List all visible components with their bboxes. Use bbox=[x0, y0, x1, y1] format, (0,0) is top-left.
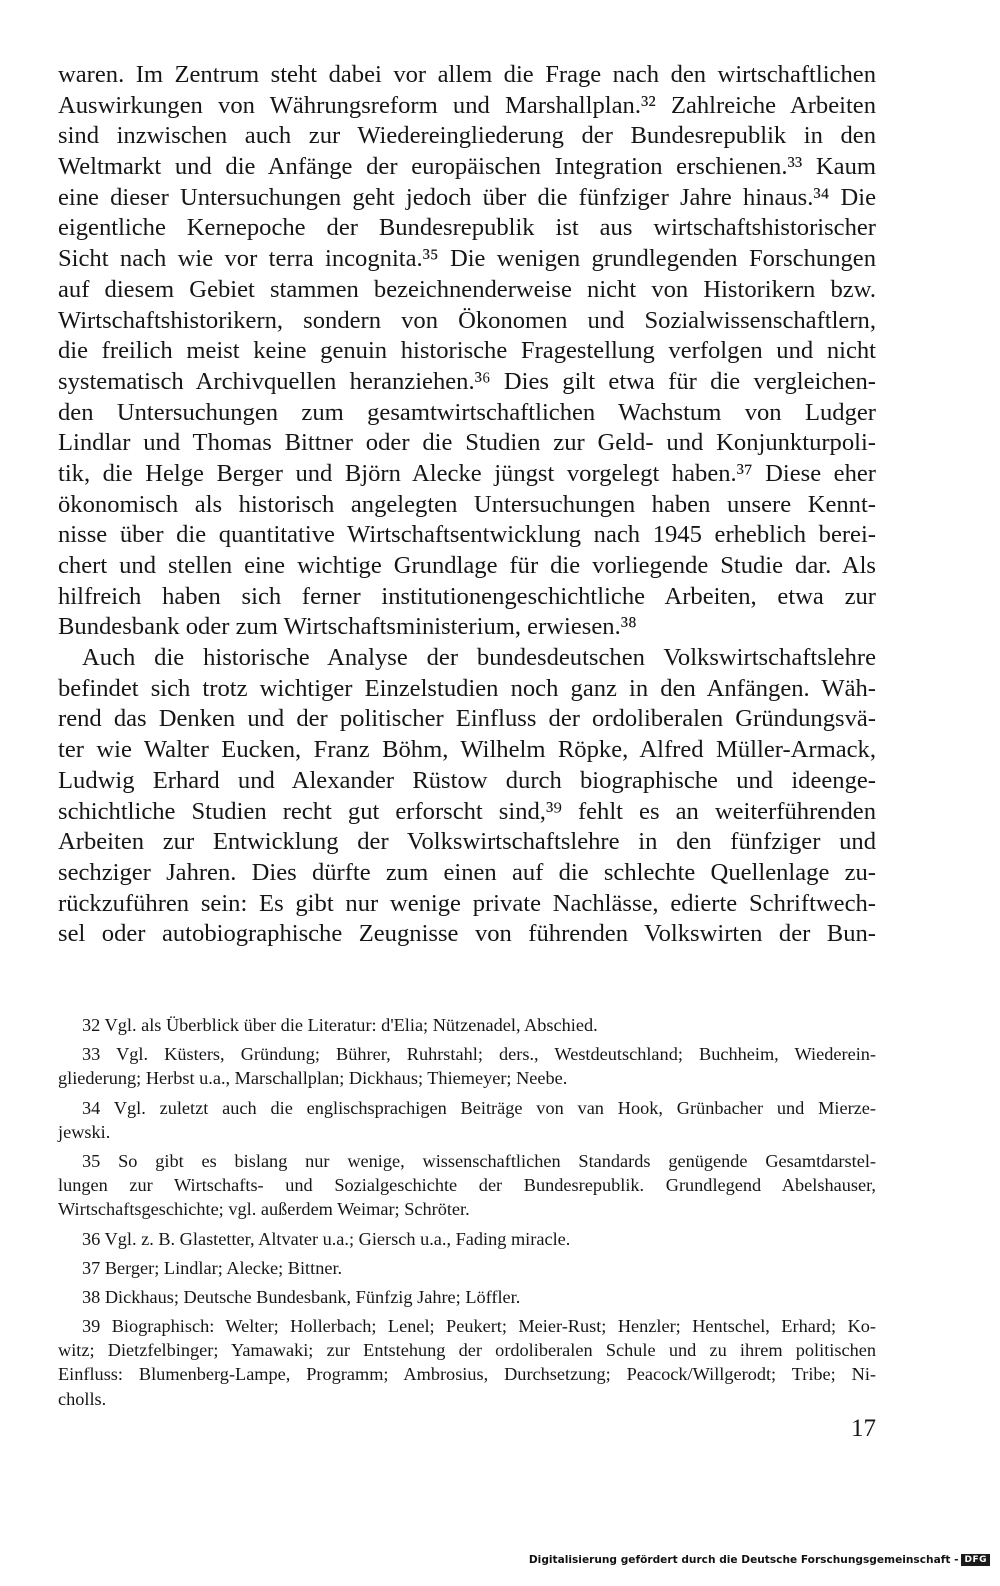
footnote-32: 32 Vgl. als Überblick über die Literatur: d'Elia; Nützenadel, Abschied. bbox=[82, 1015, 598, 1035]
body-line: auf diesem Gebiet stammen bezeichnenderweise nicht von Historikern bzw. bbox=[58, 275, 876, 303]
footer-credit-text: Digitalisierung gefördert durch die Deutsche Forschungsgemeinschaft - bbox=[528, 1554, 959, 1566]
footnote-39-cont: witz; Dietzfelbinger; Yamawaki; zur Entstehung der ordoliberalen Schule und zu ihrem politischen bbox=[58, 1340, 876, 1361]
body-line: tik, die Helge Berger und Björn Alecke jüngst vorgelegt haben.³⁷ Diese eher bbox=[58, 459, 876, 487]
footnote-35: 35 So gibt es bislang nur wenige, wissenschaftlichen Standards genügende Gesamtdarstel- bbox=[82, 1150, 876, 1171]
body-line: Auch die historische Analyse der bundesdeutschen Volkswirtschaftslehre bbox=[82, 644, 876, 672]
body-line: Arbeiten zur Entwicklung der Volkswirtschaftslehre in den fünfziger und bbox=[58, 828, 876, 856]
body-line: chert und stellen eine wichtige Grundlage für die vorliegende Studie dar. Als bbox=[58, 552, 876, 579]
body-line: Weltmarkt und die Anfänge der europäischen Integration erschienen.³³ Kaum bbox=[58, 153, 876, 181]
body-line: sel oder autobiographische Zeugnisse von führenden Volkswirten der Bun- bbox=[58, 920, 876, 948]
body-line: ökonomisch als historisch angelegten Untersuchungen haben unsere Kennt- bbox=[58, 490, 876, 518]
footnote-37: 37 Berger; Lindlar; Alecke; Bittner. bbox=[82, 1257, 343, 1278]
page-number: 17 bbox=[851, 1415, 876, 1442]
body-line: eigentliche Kernepoche der Bundesrepublik ist aus wirtschaftshistorischer bbox=[58, 214, 876, 242]
body-line: befindet sich trotz wichtiger Einzelstudien noch ganz in den Anfängen. Wäh- bbox=[58, 674, 876, 702]
body-line: Wirtschaftshistorikern, sondern von Ökonomen und Sozialwissenschaftlern, bbox=[58, 306, 876, 334]
dfg-logo: DFG bbox=[961, 1554, 990, 1566]
body-line: systematisch Archivquellen heranziehen.³⁶ Dies gilt etwa für die vergleichen- bbox=[58, 367, 876, 395]
footnote-35-cont: Wirtschaftsgeschichte; vgl. außerdem Weimar; Schröter. bbox=[58, 1199, 470, 1220]
footnote-38: 38 Dickhaus; Deutsche Bundesbank, Fünfzig Jahre; Löffler. bbox=[82, 1286, 521, 1307]
body-line: Auswirkungen von Währungsreform und Marshallplan.³² Zahlreiche Arbeiten bbox=[58, 91, 876, 119]
footnote-39-cont: cholls. bbox=[58, 1388, 107, 1409]
body-line: ter wie Walter Eucken, Franz Böhm, Wilhelm Röpke, Alfred Müller-Armack, bbox=[58, 736, 876, 764]
body-line: Ludwig Erhard und Alexander Rüstow durch biographische und ideenge- bbox=[58, 766, 876, 794]
footnote-34-cont: jewski. bbox=[58, 1121, 111, 1142]
body-line: den Untersuchungen zum gesamtwirtschaftlichen Wachstum von Ludger bbox=[58, 398, 876, 426]
body-line: schichtliche Studien recht gut erforscht sind,³⁹ fehlt es an weiterführenden bbox=[58, 797, 876, 825]
footnotes bbox=[58, 1013, 876, 1411]
body-line: sind inzwischen auch zur Wiedereingliederung der Bundesrepublik in den bbox=[58, 122, 876, 150]
body-line: rückzuführen sein: Es gibt nur wenige private Nachlässe, edierte Schriftwech- bbox=[58, 889, 876, 917]
footnote-33: 33 Vgl. Küsters, Gründung; Bührer, Ruhrstahl; ders., Westdeutschland; Buchheim, Wiederein- bbox=[82, 1044, 876, 1065]
body-line: rend das Denken und der politischer Einfluss der ordoliberalen Gründungsvä- bbox=[58, 705, 876, 733]
footnote-39-cont: Einfluss: Blumenberg-Lampe, Programm; Ambrosius, Durchsetzung; Peacock/Willgerodt; Tribe; Ni- bbox=[58, 1364, 876, 1385]
body-line: Bundesbank oder zum Wirtschaftsministerium, erwiesen.³⁸ bbox=[58, 613, 637, 641]
body-text bbox=[58, 60, 876, 950]
body-line: hilfreich haben sich ferner institutionengeschichtliche Arbeiten, etwa zur bbox=[58, 582, 876, 610]
body-line: Sicht nach wie vor terra incognita.³⁵ Die wenigen grundlegenden Forschungen bbox=[58, 245, 876, 273]
footnote-34: 34 Vgl. zuletzt auch die englischsprachigen Beiträge von van Hook, Grünbacher und Mierze- bbox=[82, 1097, 876, 1118]
footnote-39: 39 Biographisch: Welter; Hollerbach; Lenel; Peukert; Meier-Rust; Henzler; Hentschel, Erhard; Ko- bbox=[82, 1316, 876, 1337]
body-line: nisse über die quantitative Wirtschaftsentwicklung nach 1945 erheblich berei- bbox=[58, 521, 876, 549]
body-line: die freilich meist keine genuin historische Fragestellung verfolgen und nicht bbox=[58, 337, 876, 365]
body-line: eine dieser Untersuchungen geht jedoch über die fünfziger Jahre hinaus.³⁴ Die bbox=[58, 183, 876, 211]
footnote-33-cont: gliederung; Herbst u.a., Marschallplan; Dickhaus; Thiemeyer; Neebe. bbox=[58, 1068, 568, 1089]
footnote-36: 36 Vgl. z. B. Glastetter, Altvater u.a.; Giersch u.a., Fading miracle. bbox=[82, 1228, 571, 1249]
body-line: waren. Im Zentrum steht dabei vor allem die Frage nach den wirtschaftlichen bbox=[58, 61, 876, 88]
body-line: Lindlar und Thomas Bittner oder die Studien zur Geld- und Konjunkturpoli- bbox=[58, 429, 876, 457]
digitization-footer bbox=[528, 1550, 990, 1570]
body-line: sechziger Jahren. Dies dürfte zum einen auf die schlechte Quellenlage zu- bbox=[58, 858, 876, 886]
footnote-35-cont: lungen zur Wirtschafts- und Sozialgeschichte der Bundesrepublik. Grundlegend Abelshauser, bbox=[58, 1175, 876, 1196]
